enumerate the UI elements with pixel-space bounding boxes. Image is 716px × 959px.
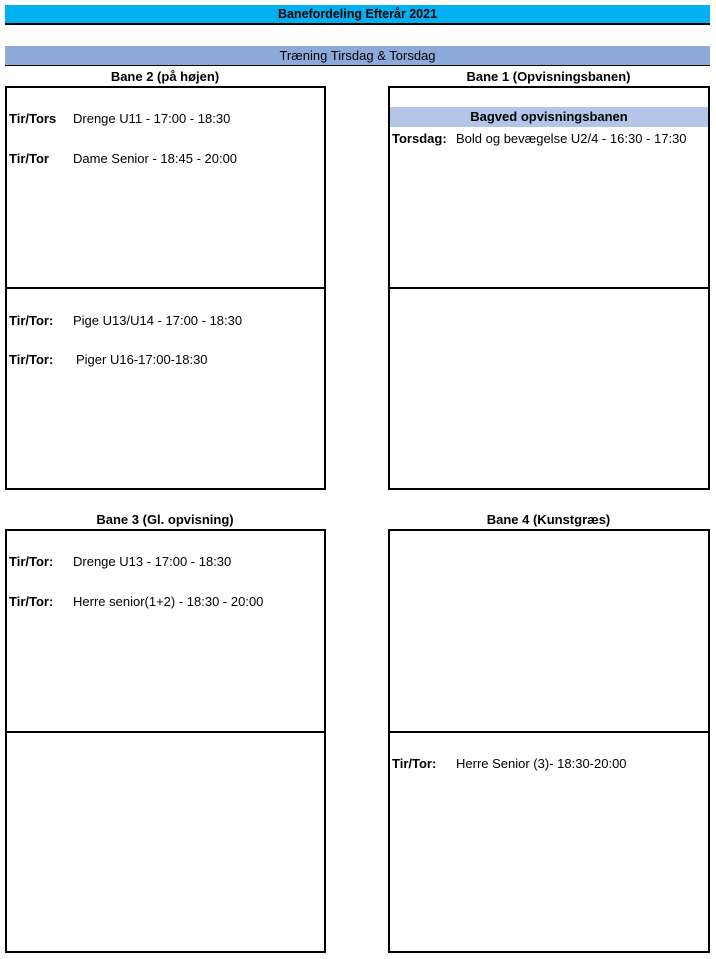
schedule-row <box>9 313 242 329</box>
schedule-day: Tir/Tor: <box>9 594 54 609</box>
court-box-bane1 <box>388 86 710 490</box>
schedule-day: Tir/Tor: <box>9 352 54 367</box>
page-title: Banefordeling Efterår 2021 <box>5 5 710 25</box>
schedule-day: Tir/Tor: <box>9 313 54 328</box>
schedule-row <box>9 352 208 368</box>
schedule-text: Piger U16-17:00-18:30 <box>76 352 208 367</box>
schedule-row <box>9 594 263 610</box>
court-title-bane1: Bane 1 (Opvisningsbanen) <box>466 69 631 84</box>
court-box-bane3 <box>5 529 326 953</box>
schedule-day: Tir/Tor: <box>9 554 54 569</box>
schedule-day: Tir/Tors <box>9 111 57 126</box>
page-subtitle: Træning Tirsdag & Torsdag <box>5 46 710 66</box>
schedule-text: Herre Senior (3)- 18:30-20:00 <box>456 756 627 771</box>
schedule-text: Herre senior(1+2) - 18:30 - 20:00 <box>73 594 264 609</box>
court-title-bane4: Bane 4 (Kunstgræs) <box>486 512 611 527</box>
court-box-bane2 <box>5 86 326 490</box>
schedule-row <box>9 151 237 167</box>
schedule-text: Bold og bevægelse U2/4 - 16:30 - 17:30 <box>456 131 687 146</box>
schedule-day: Tir/Tor: <box>392 756 437 771</box>
schedule-text: Drenge U11 - 17:00 - 18:30 <box>73 111 231 126</box>
court-box-bane4 <box>388 529 710 953</box>
court-divider <box>7 731 324 733</box>
schedule-day: Tir/Tor <box>9 151 49 166</box>
court-divider <box>7 287 324 289</box>
court-title-bane3: Bane 3 (Gl. opvisning) <box>96 512 234 527</box>
schedule-day: Torsdag: <box>392 131 447 146</box>
schedule-text: Dame Senior - 18:45 - 20:00 <box>73 151 238 166</box>
schedule-text: Pige U13/U14 - 17:00 - 18:30 <box>73 313 243 328</box>
schedule-row <box>9 111 230 127</box>
schedule-row <box>9 554 231 570</box>
court-title-bane2: Bane 2 (på højen) <box>110 69 220 84</box>
schedule-row <box>392 756 627 772</box>
section-header-bagved: Bagved opvisningsbanen <box>390 107 708 127</box>
schedule-row <box>392 131 687 147</box>
court-divider <box>390 731 708 733</box>
schedule-text: Drenge U13 - 17:00 - 18:30 <box>73 554 232 569</box>
court-divider <box>390 287 708 289</box>
